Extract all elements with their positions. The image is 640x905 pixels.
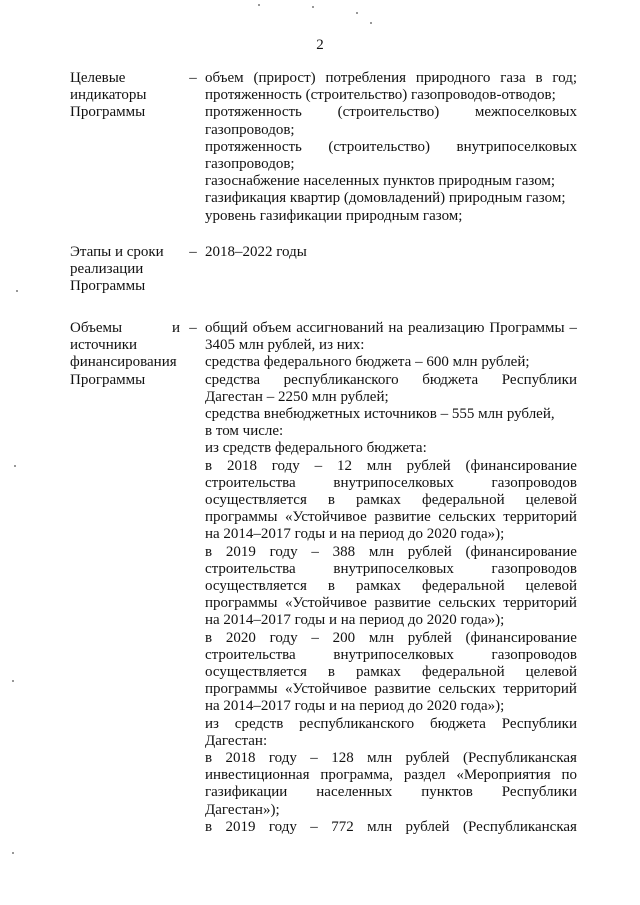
label-line: Этапы и сроки	[70, 244, 164, 260]
content-line: средства федерального бюджета – 600 млн рублей;	[205, 354, 530, 371]
content-line: средства внебюджетных источников – 555 млн рублей,	[205, 406, 555, 423]
content-line: в том числе:	[205, 423, 284, 440]
content-line: в 2019 году – 388 млн рублей (финансирование	[205, 543, 577, 560]
content-line: программы «Устойчивое развитие сельских территорий	[205, 595, 577, 612]
label-line: финансирования	[70, 354, 177, 371]
scan-speck	[12, 852, 14, 854]
content-line: общий объем ассигнований на реализацию Программы –	[205, 320, 577, 336]
content-line: строительства внутрипоселковых газопроводов	[205, 560, 577, 577]
scan-speck	[14, 465, 16, 467]
content-line: уровень газификации природным газом;	[205, 207, 463, 224]
content-line: газоснабжение населенных пунктов природным газом;	[205, 173, 556, 190]
content-line: Дагестан:	[205, 732, 268, 749]
scan-speck	[16, 290, 18, 292]
content-line: осуществляется в рамках федеральной целевой	[205, 578, 577, 595]
content-line: строительства внутрипоселковых газопроводов	[205, 474, 577, 491]
label-line: реализации	[70, 261, 144, 278]
content-line: газификация квартир (домовладений) природным газом;	[205, 190, 566, 207]
content-line: из средств федерального бюджета:	[205, 440, 427, 457]
content-line: протяженность (строительство) внутрипоселковых	[205, 138, 577, 155]
content-line: 2018–2022 годы	[205, 244, 307, 260]
section-label	[70, 70, 180, 122]
section-label	[70, 244, 180, 296]
content-line: программы «Устойчивое развитие сельских территорий	[205, 681, 577, 698]
content-line: средства республиканского бюджета Республики	[205, 371, 577, 388]
content-line: в 2018 году – 128 млн рублей (Республиканская	[205, 750, 577, 767]
section-content	[205, 244, 577, 261]
content-line: строительства внутрипоселковых газопроводов	[205, 646, 577, 663]
section-content	[205, 70, 577, 225]
page-number: 2	[316, 37, 324, 53]
label-line: Объемы и	[70, 320, 180, 336]
scan-speck	[12, 680, 14, 682]
content-line: на 2014–2017 годы и на период до 2020 года»);	[205, 526, 505, 543]
content-line: Дагестан – 2250 млн рублей;	[205, 388, 389, 405]
content-line: газопроводов;	[205, 121, 295, 138]
section-label	[70, 320, 180, 389]
content-line: объем (прирост) потребления природного газа в год;	[205, 70, 577, 86]
content-line: на 2014–2017 годы и на период до 2020 года»);	[205, 698, 505, 715]
content-line: программы «Устойчивое развитие сельских территорий	[205, 509, 577, 526]
content-line: осуществляется в рамках федеральной целевой	[205, 492, 577, 509]
content-line: осуществляется в рамках федеральной целевой	[205, 664, 577, 681]
content-line: инвестиционная программа, раздел «Мероприятия по	[205, 767, 577, 784]
label-line: Целевые	[70, 70, 126, 86]
label-line: источники	[70, 337, 138, 354]
section-content	[205, 320, 577, 836]
content-line: из средств республиканского бюджета Республики	[205, 715, 577, 732]
content-line: протяженность (строительство) газопроводов-отводов;	[205, 87, 556, 104]
label-line: Программы	[70, 104, 146, 121]
scan-speck	[356, 12, 358, 14]
content-line: Дагестан»);	[205, 801, 280, 818]
content-line: в 2019 году – 772 млн рублей (Республиканская	[205, 818, 577, 835]
content-line: в 2020 году – 200 млн рублей (финансирование	[205, 629, 577, 646]
scan-speck	[258, 4, 260, 6]
label-line: индикаторы	[70, 87, 147, 104]
scan-speck	[312, 6, 314, 8]
section-dash: –	[189, 70, 197, 86]
content-line: в 2018 году – 12 млн рублей (финансирование	[205, 457, 577, 474]
content-line: газопроводов;	[205, 156, 295, 173]
content-line: на 2014–2017 годы и на период до 2020 года»);	[205, 612, 505, 629]
content-line: 3405 млн рублей, из них:	[205, 337, 365, 354]
scan-speck	[370, 22, 372, 24]
label-line: Программы	[70, 278, 146, 295]
label-line: Программы	[70, 371, 146, 388]
section-dash: –	[189, 320, 197, 336]
content-line: газификации населенных пунктов Республики	[205, 784, 577, 801]
section-dash: –	[189, 244, 197, 260]
content-line: протяженность (строительство) межпоселковых	[205, 104, 577, 121]
